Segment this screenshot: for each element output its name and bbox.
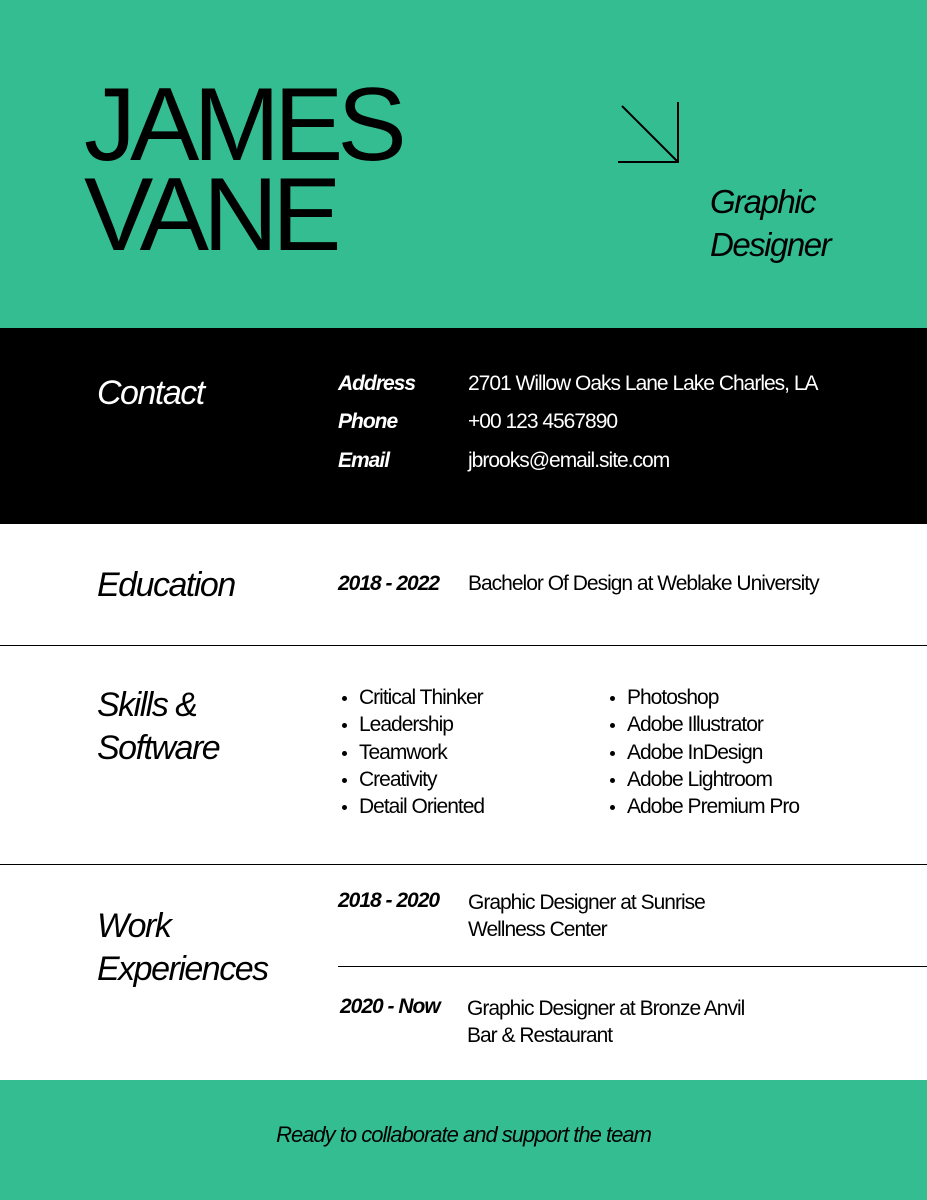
contact-value: +00 123 4567890 — [468, 410, 618, 433]
contact-value: jbrooks@email.site.com — [468, 449, 670, 472]
arrow-down-right-icon — [616, 102, 680, 166]
soft-skills-list — [338, 684, 484, 820]
contact-label: Phone — [338, 410, 398, 433]
job-line: Wellness Center — [468, 918, 607, 941]
software-list — [606, 684, 799, 820]
education-degree: Bachelor Of Design at Weblake University — [468, 572, 819, 595]
work-section — [0, 865, 927, 1080]
skills-heading-line2: Software — [97, 729, 220, 767]
education-years: 2018 - 2022 — [338, 572, 440, 595]
job-line: Bar & Restaurant — [467, 1024, 613, 1047]
name-first: JAMES — [84, 67, 401, 183]
skills-heading-line1: Skills & — [97, 686, 197, 724]
contact-label: Email — [338, 449, 390, 472]
contact-section — [0, 328, 927, 524]
footer-banner — [0, 1080, 927, 1200]
footer-tagline: Ready to collaborate and support the team — [276, 1122, 651, 1147]
job-description — [468, 889, 788, 943]
list-item: Creativity — [338, 766, 484, 793]
job-years: 2018 - 2020 — [338, 889, 440, 912]
skills-heading — [97, 684, 219, 770]
header-banner — [0, 0, 927, 328]
job-title-line2: Designer — [710, 226, 831, 263]
list-item: Adobe InDesign — [606, 739, 799, 766]
job-line: Graphic Designer at Sunrise — [468, 891, 705, 914]
job-line: Graphic Designer at Bronze Anvil — [467, 997, 745, 1020]
work-heading-line2: Experiences — [97, 950, 268, 988]
education-heading: Education — [97, 566, 235, 604]
contact-value: 2701 Willow Oaks Lane Lake Charles, LA — [468, 372, 818, 395]
list-item: Adobe Lightroom — [606, 766, 799, 793]
job-years: 2020 - Now — [340, 995, 440, 1018]
job-description — [467, 995, 787, 1049]
contact-heading: Contact — [97, 374, 204, 412]
job-divider — [338, 966, 927, 967]
education-section — [0, 524, 927, 646]
work-heading-line1: Work — [97, 907, 171, 945]
job-title-line1: Graphic — [710, 183, 816, 220]
list-item: Detail Oriented — [338, 793, 484, 820]
list-item: Photoshop — [606, 684, 799, 711]
list-item: Leadership — [338, 711, 484, 738]
skills-section — [0, 646, 927, 865]
work-heading — [97, 905, 268, 991]
candidate-name — [84, 67, 401, 273]
list-item: Teamwork — [338, 739, 484, 766]
job-title — [710, 180, 830, 266]
list-item: Critical Thinker — [338, 684, 484, 711]
list-item: Adobe Illustrator — [606, 711, 799, 738]
list-item: Adobe Premium Pro — [606, 793, 799, 820]
contact-label: Address — [338, 372, 416, 395]
name-last: VANE — [84, 157, 336, 273]
